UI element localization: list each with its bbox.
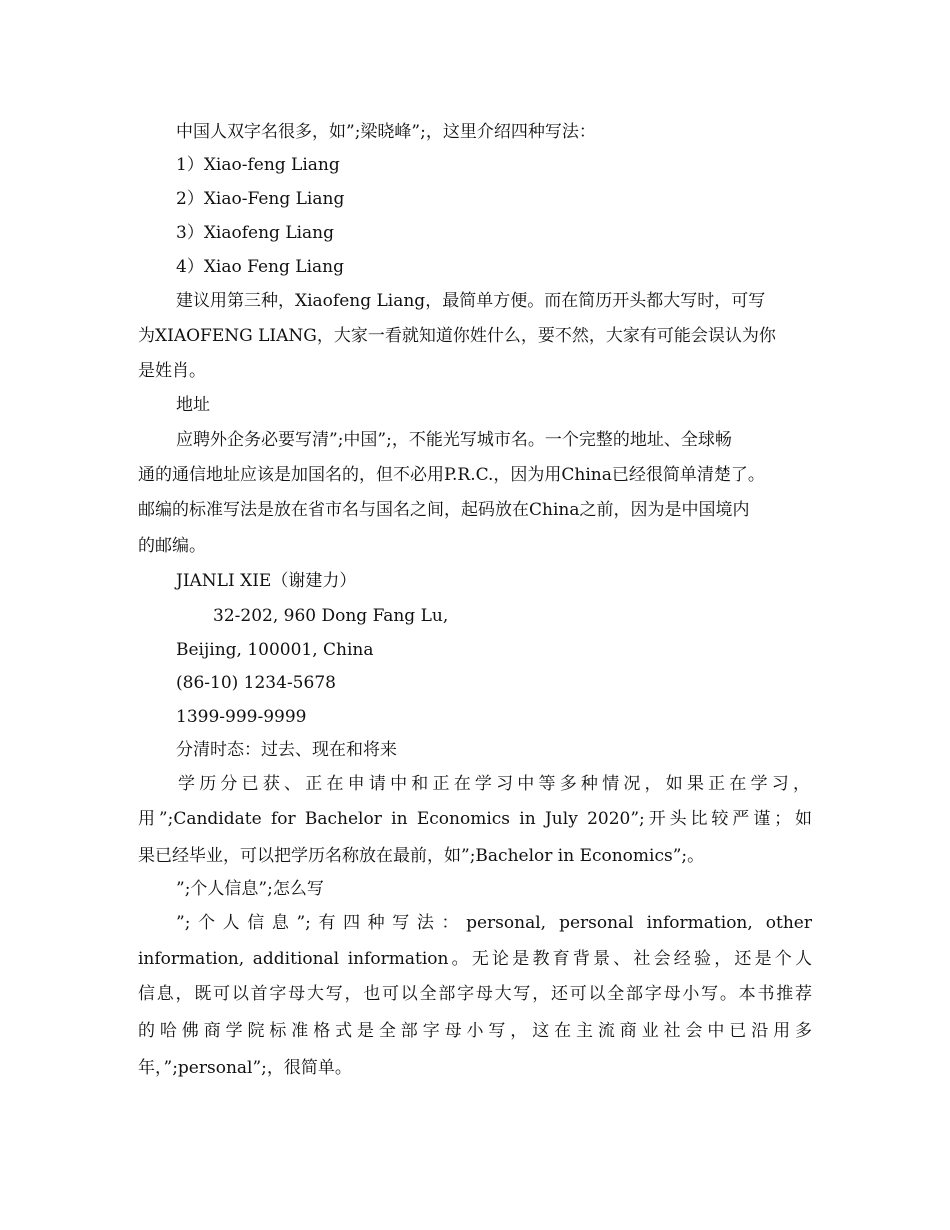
tense-heading: 分清时态：过去、现在和将来 xyxy=(176,740,397,760)
name-advice-line: 是姓肖。 xyxy=(138,361,206,381)
address-line: 邮编的标准写法是放在省市名与国名之间，起码放在China之前，因为是中国境内 xyxy=(138,500,750,520)
example-phone: (86-10) 1234-5678 xyxy=(176,673,336,693)
personal-line: 的哈佛商学院标准格式是全部字母小写，这在主流商业社会中已沿用多 xyxy=(138,1021,812,1041)
name-intro: 中国人双字名很多，如”;梁晓峰”;，这里介绍四种写法： xyxy=(176,122,596,142)
name-option: 3）Xiaofeng Liang xyxy=(176,223,335,243)
name-advice-line: 建议用第三种，Xiaofeng Liang，最简单方便。而在简历开头都大写时，可写 xyxy=(176,291,766,311)
example-name: JIANLI XIE（谢建力） xyxy=(176,571,357,591)
example-mobile: 1399-999-9999 xyxy=(176,707,307,727)
example-street: 32-202, 960 Dong Fang Lu, xyxy=(213,606,449,626)
tense-line: 用”;Candidate for Bachelor in Economics in July 2020”;开头比较严谨；如 xyxy=(138,809,812,829)
address-line: 应聘外企务必要写清”;中国”;，不能光写城市名。一个完整的地址、全球畅 xyxy=(176,430,732,450)
tense-line: 学历分已获、正在申请中和正在学习中等多种情况，如果正在学习， xyxy=(178,774,810,794)
name-option: 2）Xiao-Feng Liang xyxy=(176,189,345,209)
personal-line: ”;个人信息”;有四种写法：personal, personal information, other xyxy=(176,913,812,933)
address-heading: 地址 xyxy=(176,395,210,415)
personal-line: information, additional information。无论是教育背景、社会经验，还是个人 xyxy=(138,949,812,969)
name-advice-line: 为XIAOFENG LIANG，大家一看就知道你姓什么，要不然，大家有可能会误认为你 xyxy=(138,326,776,346)
personal-heading: ”;个人信息”;怎么写 xyxy=(176,879,324,899)
personal-line: 年，”;personal”;，很简单。 xyxy=(138,1058,352,1078)
tense-line: 果已经毕业，可以把学历名称放在最前，如”;Bachelor in Economics”;。 xyxy=(138,846,705,866)
name-option: 1）Xiao-feng Liang xyxy=(176,155,340,175)
example-city: Beijing, 100001, China xyxy=(176,640,374,660)
personal-line: 信息，既可以首字母大写，也可以全部字母大写，还可以全部字母小写。本书推荐 xyxy=(138,984,812,1004)
address-line: 的邮编。 xyxy=(138,536,206,556)
name-option: 4）Xiao Feng Liang xyxy=(176,257,344,277)
address-line: 通的通信地址应该是加国名的，但不必用P.R.C.，因为用China已经很简单清楚了。 xyxy=(138,465,765,485)
